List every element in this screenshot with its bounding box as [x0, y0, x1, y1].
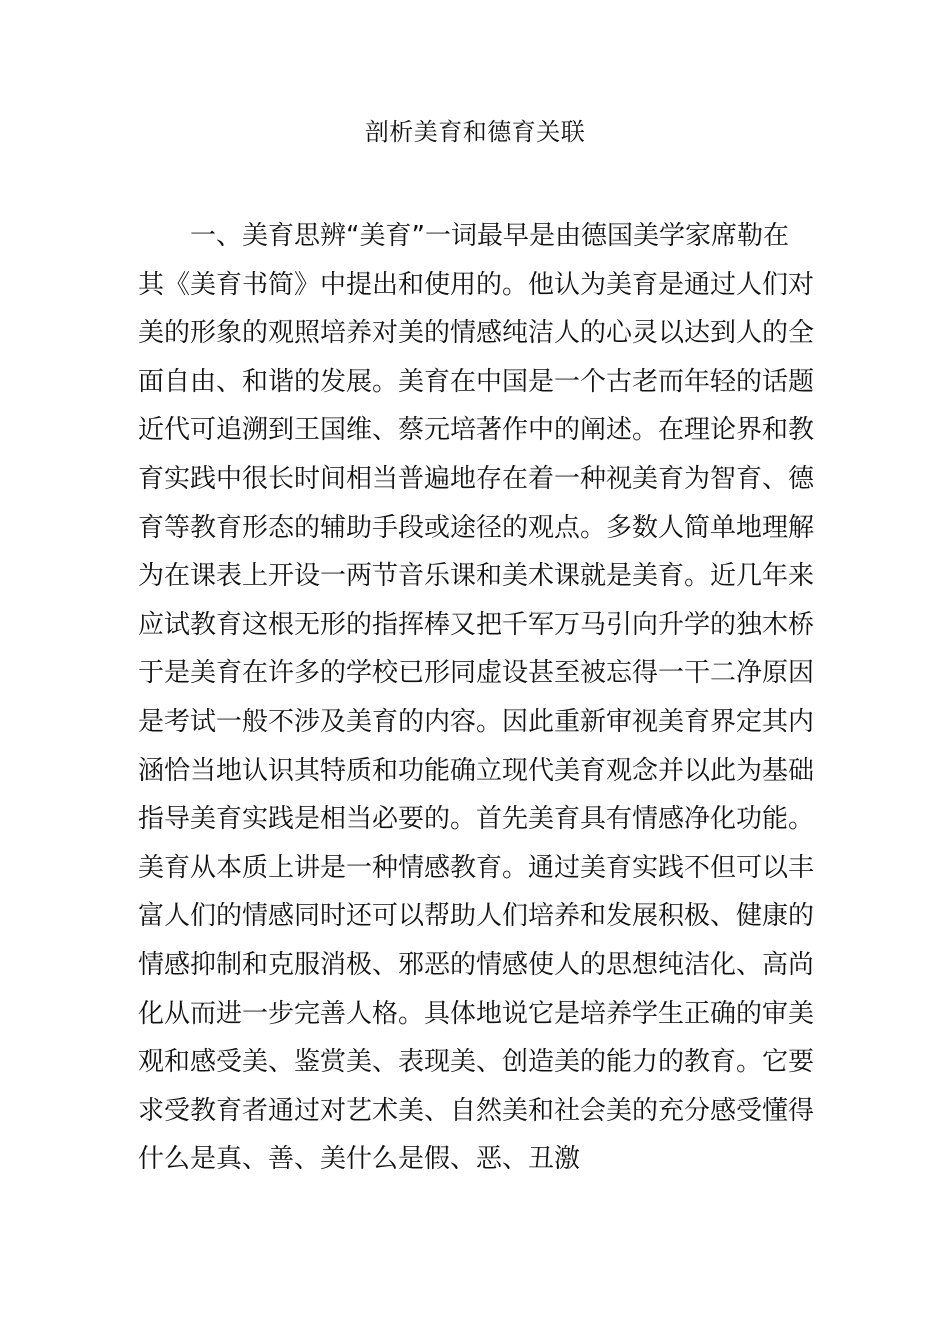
body-line-20: 什么是真、善、美什么是假、恶、丑激 [138, 1144, 581, 1175]
body-line-17: 化从而进一步完善人格。具体地说它是培养学生正确的审美 [138, 998, 815, 1029]
document-body [138, 212, 822, 1184]
body-line-18: 观和感受美、鉴赏美、表现美、创造美的能力的教育。它要 [138, 1047, 815, 1078]
body-line-6: 育实践中很长时间相当普遍地存在着一种视美育为智育、德 [138, 463, 815, 494]
body-line-1: 一、美育思辨“美育”一词最早是由德国美学家席勒在 [190, 221, 789, 251]
body-line-16: 情感抑制和克服消极、邪恶的情感使人的思想纯洁化、高尚 [138, 949, 815, 980]
body-line-7: 育等教育形态的辅助手段或途径的观点。多数人简单地理解 [138, 512, 815, 543]
body-line-13: 指导美育实践是相当必要的。首先美育具有情感净化功能。 [138, 804, 815, 835]
body-line-19: 求受教育者通过对艺术美、自然美和社会美的充分感受懂得 [138, 1095, 815, 1126]
body-line-14: 美育从本质上讲是一种情感教育。通过美育实践不但可以丰 [138, 852, 815, 883]
document-title: 剖析美育和德育关联 [364, 118, 586, 146]
body-line-4: 面自由、和谐的发展。美育在中国是一个古老而年轻的话题 [138, 366, 815, 397]
body-line-9: 应试教育这根无形的指挥棒又把千军万马引向升学的独木桥 [138, 609, 815, 640]
body-line-12: 涵恰当地认识其特质和功能确立现代美育观念并以此为基础 [138, 755, 815, 786]
body-line-5: 近代可追溯到王国维、蔡元培著作中的阐述。在理论界和教 [138, 415, 815, 446]
body-line-11: 是考试一般不涉及美育的内容。因此重新审视美育界定其内 [138, 706, 815, 737]
body-line-2: 其《美育书简》中提出和使用的。他认为美育是通过人们对 [138, 269, 815, 300]
body-line-3: 美的形象的观照培养对美的情感纯洁人的心灵以达到人的全 [138, 318, 815, 349]
body-line-8: 为在课表上开设一两节音乐课和美术课就是美育。近几年来 [138, 561, 815, 592]
body-line-15: 富人们的情感同时还可以帮助人们培养和发展积极、健康的 [138, 901, 815, 932]
body-line-10: 于是美育在许多的学校已形同虚设甚至被忘得一干二净原因 [138, 658, 815, 689]
